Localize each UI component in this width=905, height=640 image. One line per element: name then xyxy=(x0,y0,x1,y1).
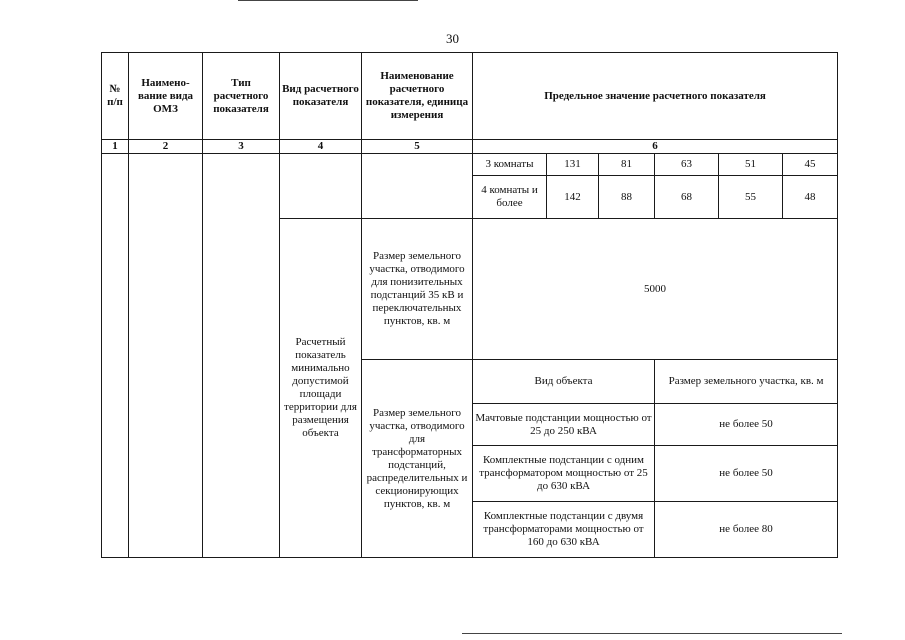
empty-cell xyxy=(203,154,280,558)
room-label: 3 комнаты xyxy=(473,154,547,176)
transformer-substation-name: Размер земельного участка, отводимого для трансформаторных подстанций, распределительных и секционирующих пунктов, кв. м xyxy=(362,360,473,558)
room-value: 63 xyxy=(655,154,719,176)
scan-edge-mark xyxy=(462,633,842,634)
header-indicator-kind: Вид расчетного показателя xyxy=(280,53,362,140)
plot-size-header: Размер земельного участка, кв. м xyxy=(655,360,838,404)
room-value: 51 xyxy=(719,154,783,176)
header-number: № п/п xyxy=(102,53,129,140)
object-type-header: Вид объекта xyxy=(473,360,655,404)
scan-edge-mark xyxy=(238,0,418,1)
column-number: 3 xyxy=(203,140,280,154)
room-value: 81 xyxy=(599,154,655,176)
room-row xyxy=(102,154,838,176)
header-indicator-name: Наименование расчетного показателя, единица измерения xyxy=(362,53,473,140)
substation-35kv-value: 5000 xyxy=(473,219,838,360)
header-omz-type: Наимено-вание вида ОМЗ xyxy=(129,53,203,140)
room-label: 4 комнаты и более xyxy=(473,176,547,219)
norms-table xyxy=(101,52,838,558)
column-number: 6 xyxy=(473,140,838,154)
header-indicator-type: Тип расчетного показателя xyxy=(203,53,280,140)
room-value: 142 xyxy=(547,176,599,219)
room-value: 55 xyxy=(719,176,783,219)
plot-size: не более 50 xyxy=(655,446,838,502)
empty-cell xyxy=(102,154,129,558)
room-value: 131 xyxy=(547,154,599,176)
empty-cell xyxy=(362,154,473,219)
plot-size: не более 80 xyxy=(655,502,838,558)
header-limit-value: Предельное значение расчетного показателя xyxy=(473,53,838,140)
header-row xyxy=(102,53,838,140)
column-number: 5 xyxy=(362,140,473,154)
object-type: Комплектные подстанции с двумя трансформаторами мощностью от 160 до 630 кВА xyxy=(473,502,655,558)
room-value: 68 xyxy=(655,176,719,219)
object-type: Комплектные подстанции с одним трансформатором мощностью от 25 до 630 кВА xyxy=(473,446,655,502)
empty-cell xyxy=(129,154,203,558)
room-value: 88 xyxy=(599,176,655,219)
page-number: 30 xyxy=(446,31,459,46)
plot-size: не более 50 xyxy=(655,404,838,446)
column-number: 2 xyxy=(129,140,203,154)
column-number: 4 xyxy=(280,140,362,154)
object-type: Мачтовые подстанции мощностью от 25 до 250 кВА xyxy=(473,404,655,446)
indicator-kind: Расчетный показатель минимально допустимой площади территории для размещения объекта xyxy=(280,219,362,558)
room-value: 48 xyxy=(783,176,838,219)
substation-35kv-name: Размер земельного участка, отводимого для понизительных подстанций 35 кВ и переключательных пунктов, кв. м xyxy=(362,219,473,360)
room-value: 45 xyxy=(783,154,838,176)
column-number: 1 xyxy=(102,140,129,154)
column-numbers-row xyxy=(102,140,838,154)
empty-cell xyxy=(280,154,362,219)
